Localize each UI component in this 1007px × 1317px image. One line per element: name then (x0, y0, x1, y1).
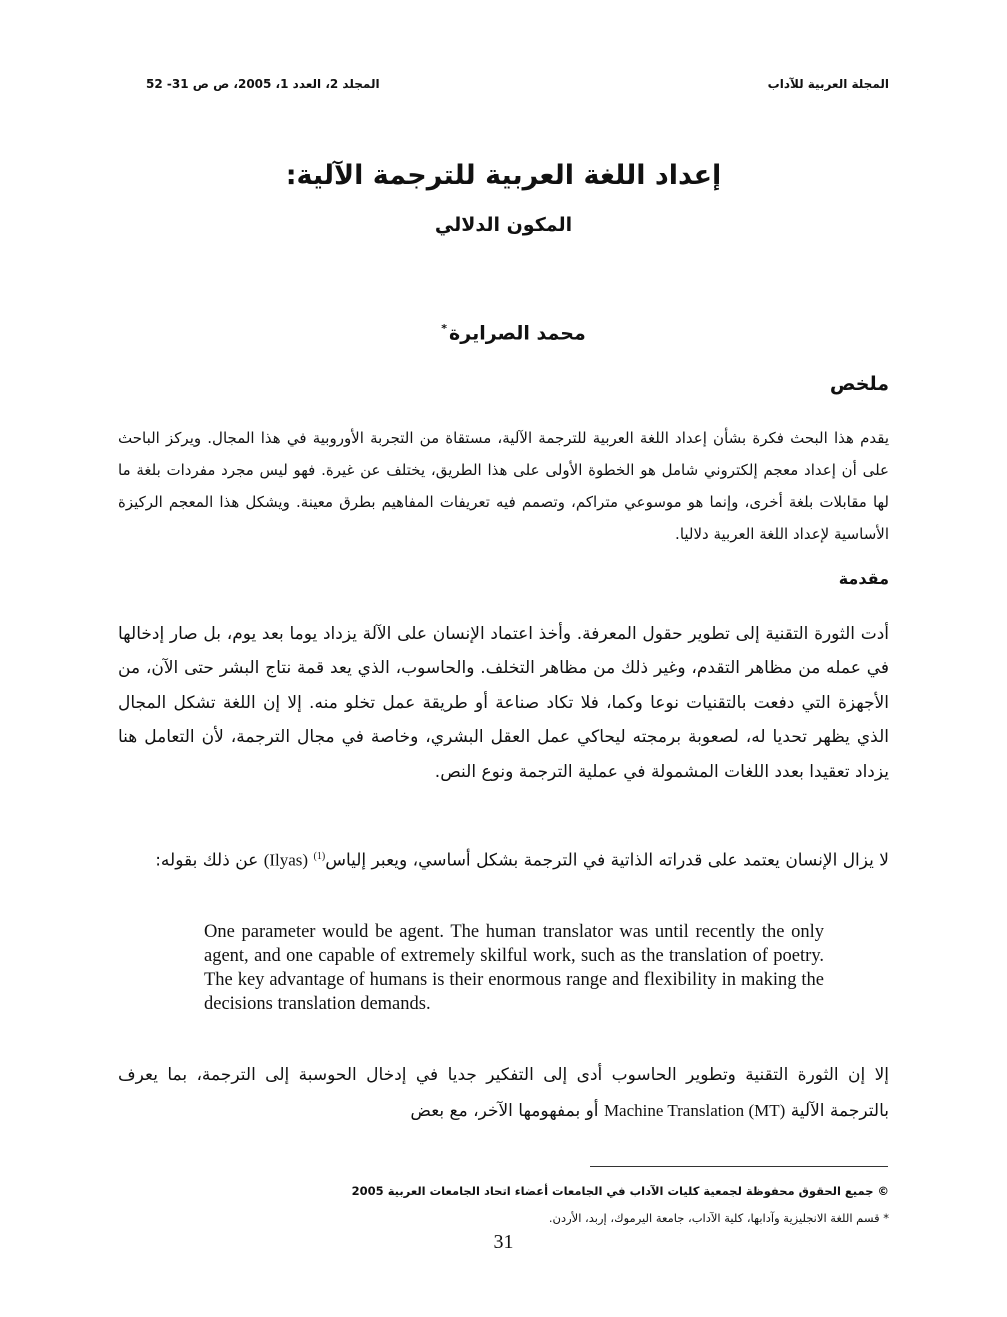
intro-paragraph-1: أدت الثورة التقنية إلى تطوير حقول المعرفة. وأخذ اعتماد الإنسان على الآلة يزداد يوما بعد يوم، بل صار إدخالها في عمله من مظاهر التقدم، وغير ذلك من مظاهر التخلف. والحاسوب، الذي يعد قمة نتاج البشر حتى الآن، من الأجهزة التي دفعت بالتقنيات نوعا وكما، فلا تكاد صناعة أو طريقة عمل تخلو منه. إلا إن اللغة تشكل المجال الذي يظهر تحديا له، لصعوبة برمجته ليحاكي عمل العقل البشري، وخاصة في مجال الترجمة، لأن التعامل هنا يزداد تعقيدا بعدد اللغات المشمولة في عملية الترجمة ونوع النص. (118, 624, 889, 782)
paragraph-2-text: لا يزال الإنسان يعتمد على قدراته الذاتية في الترجمة بشكل أساسي، ويعبر إلياس (325, 850, 889, 871)
abstract-heading: ملخص (829, 373, 889, 395)
paragraph-3-end: أو بمفهومها الآخر، مع بعض (410, 1101, 599, 1121)
intro-paragraph-2 (118, 840, 889, 878)
mt-term: (MT) Machine Translation (603, 1101, 786, 1120)
footnote-divider (590, 1166, 888, 1167)
citation-info: المجلد 2، العدد 1، 2005، ص ص 31- 52 (146, 77, 380, 91)
journal-name: المجلة العربية للآداب (767, 77, 889, 91)
abstract-text: يقدم هذا البحث فكرة بشأن إعداد اللغة العربية للترجمة الآلية، مستقاة من التجربة الأوروبية في هذا المجال. ويركز الباحث على أن إعداد معجم إلكتروني شامل هو الخطوة الأولى على هذا الطريق، يختلف عن غيرة. فهو ليس مجرد مفردات بلغة ما لها مقابلات بلغة أخرى، وإنما هو موسوعي متراكم، وتصمم فيه تعريفات المفاهيم بطرق معينة. ويشكل هذا المعجم الركيزة الأساسية لإعداد اللغة العربية دلاليا. (118, 429, 889, 543)
block-quote: One parameter would be agent. The human translator was until recently the only agent, and one capable of extremely skilful work, such as the translation of poetry. The key advantage of humans is their enormous range and flexibility in making the decisions translation demands. (204, 922, 824, 1014)
author-name: محمد الصرايرة (449, 322, 586, 345)
paper-subtitle: المكون الدلالي (434, 214, 573, 236)
paragraph-3-text: إلا إن الثورة التقنية وتطوير الحاسوب أدى إلى التفكير جديا في إدخال الحوسبة إلى الترجمة، بما يعرف بالترجمة الآلية (118, 1065, 889, 1121)
reference-marker: (1) (313, 851, 326, 862)
paper-title: إعداد اللغة العربية للترجمة الآلية: (285, 160, 722, 191)
author-line (0, 322, 1007, 344)
page-number: 31 (493, 1231, 514, 1253)
copyright-footnote: © جميع الحقوق محفوظة لجمعية كليات الآداب في الجامعات أعضاء اتحاد الجامعات العربية 2005 (351, 1184, 889, 1198)
affiliation-footnote: * قسم اللغة الانجليزية وآدابها، كلية الآداب، جامعة اليرموك، إربد، الأردن. (548, 1211, 889, 1225)
author-latin-name: (Ilyas) (263, 850, 309, 870)
intro-heading: مقدمة (838, 569, 889, 588)
paragraph-2-end: عن ذلك بقوله: (155, 850, 259, 871)
author-footnote-mark: * (441, 322, 448, 335)
intro-paragraph-3 (118, 1057, 889, 1129)
